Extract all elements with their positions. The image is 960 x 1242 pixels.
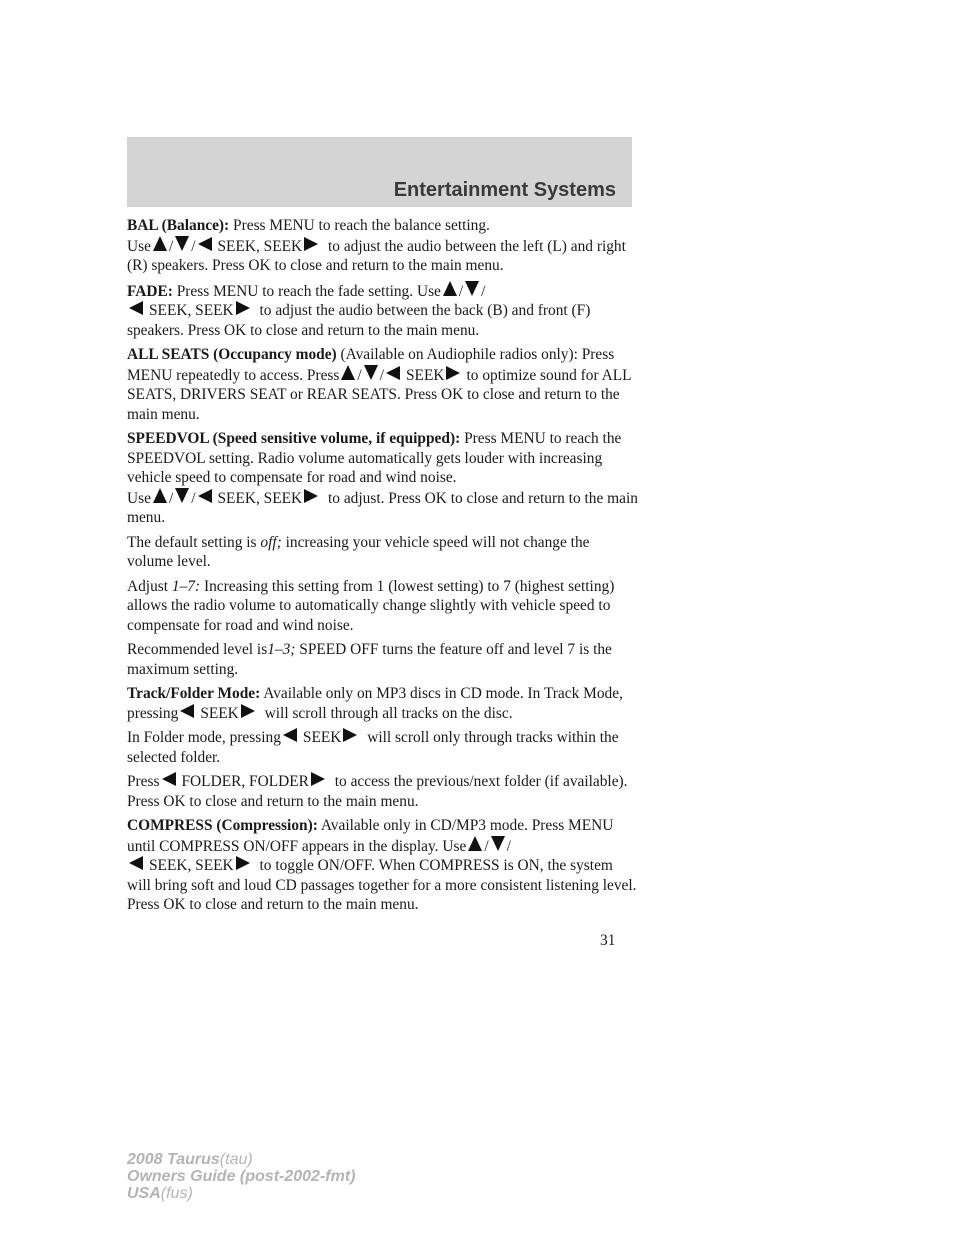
recommended-text-2: SPEED OFF turns the feature off and level 7 is the maximum setting.: [127, 641, 612, 678]
track-folder-label: Track/Folder Mode:: [127, 685, 261, 702]
press-word: Press: [127, 773, 160, 790]
default-text: The default setting is: [127, 533, 257, 551]
compress-text-2: to toggle ON/OFF. When COMPRESS is ON, the system will bring soft and loud CD passages together for a more consistent listening level. Press OK to close and return to the main menu.: [127, 857, 637, 913]
use-word: Use: [127, 489, 151, 507]
slash-separator: /: [506, 837, 511, 855]
speedvol-text: Press MENU to reach the SPEEDVOL setting. Radio volume automatically gets louder with increasing vehicle speed to compensate for road and wind noise.: [127, 430, 622, 486]
seek-text: SEEK: [302, 729, 342, 746]
seek-left-icon: [386, 366, 400, 380]
slash-separator: /: [458, 282, 464, 300]
fade-text-2: to adjust the audio between the back (B) and front (F) speakers. Press OK to close and return to the main menu.: [127, 302, 591, 339]
default-setting-paragraph: [127, 533, 639, 572]
slash-separator: /: [484, 837, 489, 855]
seek-right-icon: [236, 856, 250, 870]
seek-seek-text: SEEK, SEEK: [149, 302, 234, 319]
footer-market-code: (fus): [160, 1185, 193, 1202]
seek-seek-text: SEEK, SEEK: [217, 237, 303, 255]
recommended-paragraph: [127, 640, 639, 679]
seek-left-icon: [198, 237, 212, 251]
folder-right-icon: [311, 772, 325, 786]
speedvol-text-2: to adjust. Press OK to close and return to the main menu.: [127, 489, 638, 526]
adjust-text-2: Increasing this setting from 1 (lowest setting) to 7 (highest setting) allows the radio volume to automatically change slightly with vehicle speed to compensate for road and wind noise.: [127, 577, 615, 634]
adjust-range: 1–7:: [171, 577, 201, 595]
track-folder-paragraph: [127, 684, 639, 723]
footer-line-3: [127, 1185, 355, 1202]
compress-paragraph: [127, 816, 639, 915]
folder-folder-text: FOLDER, FOLDER: [181, 773, 309, 790]
all-seats-paragraph: [127, 345, 639, 424]
footer-block: [127, 1151, 355, 1202]
up-arrow-icon: [341, 365, 355, 380]
track-text-2: will scroll through all tracks on the disc.: [264, 704, 513, 722]
footer-guide: Owners Guide (post-2002-fmt): [127, 1168, 356, 1185]
up-arrow-icon: [468, 836, 482, 851]
use-word: Use: [127, 237, 151, 255]
slash-separator: /: [168, 237, 174, 255]
adjust-text: Adjust: [127, 577, 169, 595]
fade-paragraph: [127, 281, 639, 341]
slash-separator: /: [168, 489, 174, 507]
fade-text: Press MENU to reach the fade setting. Use: [176, 282, 441, 300]
slash-separator: /: [481, 282, 486, 300]
seek-right-icon: [236, 301, 250, 315]
balance-paragraph: [127, 216, 639, 276]
seek-right-icon: [446, 366, 460, 380]
all-seats-label: ALL SEATS (Occupancy mode): [127, 346, 337, 363]
footer-model-code: (tau): [219, 1151, 253, 1168]
down-arrow-icon: [175, 488, 189, 503]
seek-left-icon: [283, 728, 297, 742]
seek-left-icon: [129, 301, 143, 315]
section-header-band: [127, 137, 632, 207]
balance-label: BAL (Balance):: [127, 217, 230, 234]
balance-text: Press MENU to reach the balance setting.: [233, 217, 490, 234]
down-arrow-icon: [364, 365, 378, 380]
seek-right-icon: [343, 728, 357, 742]
compress-text: Available only in CD/MP3 mode. Press MENU until COMPRESS ON/OFF appears in the display. Use: [127, 817, 614, 855]
seek-seek-text: SEEK, SEEK: [149, 857, 234, 874]
footer-model: 2008 Taurus: [127, 1151, 220, 1168]
all-seats-text-2: optimize sound for ALL SEATS, DRIVERS SEAT or REAR SEATS. Press OK to close and return to the main menu.: [127, 366, 631, 423]
balance-text-2: to adjust the audio between the left (L) and right (R) speakers. Press OK to close and return to the main menu.: [127, 237, 626, 274]
up-arrow-icon: [153, 488, 167, 503]
seek-text: SEEK: [200, 704, 239, 722]
seek-seek-text: SEEK, SEEK: [217, 489, 303, 507]
page-number: 31: [600, 932, 616, 949]
track-text: Available only on MP3 discs in CD mode. In Track Mode, pressing: [127, 685, 623, 722]
speedvol-paragraph: [127, 429, 639, 528]
recommended-text: Recommended level is: [127, 641, 268, 658]
adjust-paragraph: [127, 577, 639, 636]
compress-label: COMPRESS (Compression):: [127, 817, 318, 834]
seek-right-icon: [304, 489, 318, 503]
footer-line-1: [127, 1151, 355, 1168]
slash-separator: /: [357, 366, 362, 384]
down-arrow-icon: [491, 836, 505, 851]
folder-mode-paragraph: [127, 728, 639, 767]
press-text-2: to access the previous/next folder (if available). Press OK to close and return to the main menu.: [127, 773, 628, 810]
folder-left-icon: [162, 772, 176, 786]
folder-text-2: will scroll only through tracks within the selected folder.: [127, 729, 619, 766]
default-off-value: off;: [260, 533, 282, 551]
default-text-2: increasing your vehicle speed will not change the volume level.: [127, 533, 590, 570]
folder-press-paragraph: [127, 772, 639, 811]
down-arrow-icon: [175, 236, 189, 251]
slash-separator: /: [191, 489, 196, 507]
all-seats-text: (Available on Audiophile radios only): Press MENU repeatedly to access. Press: [127, 346, 615, 384]
up-arrow-icon: [153, 236, 167, 251]
seek-right-icon: [304, 237, 318, 251]
page-body: [127, 216, 639, 920]
speedvol-label: SPEEDVOL (Speed sensitive volume, if equipped):: [127, 430, 461, 447]
recommended-level: 1–3;: [267, 641, 296, 658]
down-arrow-icon: [465, 281, 479, 296]
footer-market: USA: [127, 1185, 161, 1202]
folder-text: In Folder mode, pressing: [127, 729, 281, 746]
seek-left-icon: [129, 856, 143, 870]
seek-text: SEEK: [405, 366, 445, 384]
to-word: to: [466, 366, 479, 384]
seek-left-icon: [198, 489, 212, 503]
seek-left-icon: [180, 704, 194, 718]
slash-separator: /: [379, 366, 384, 384]
slash-separator: /: [191, 237, 196, 255]
up-arrow-icon: [443, 281, 457, 296]
fade-label: FADE:: [127, 282, 173, 300]
section-title: Entertainment Systems: [393, 179, 616, 201]
seek-right-icon: [241, 704, 255, 718]
